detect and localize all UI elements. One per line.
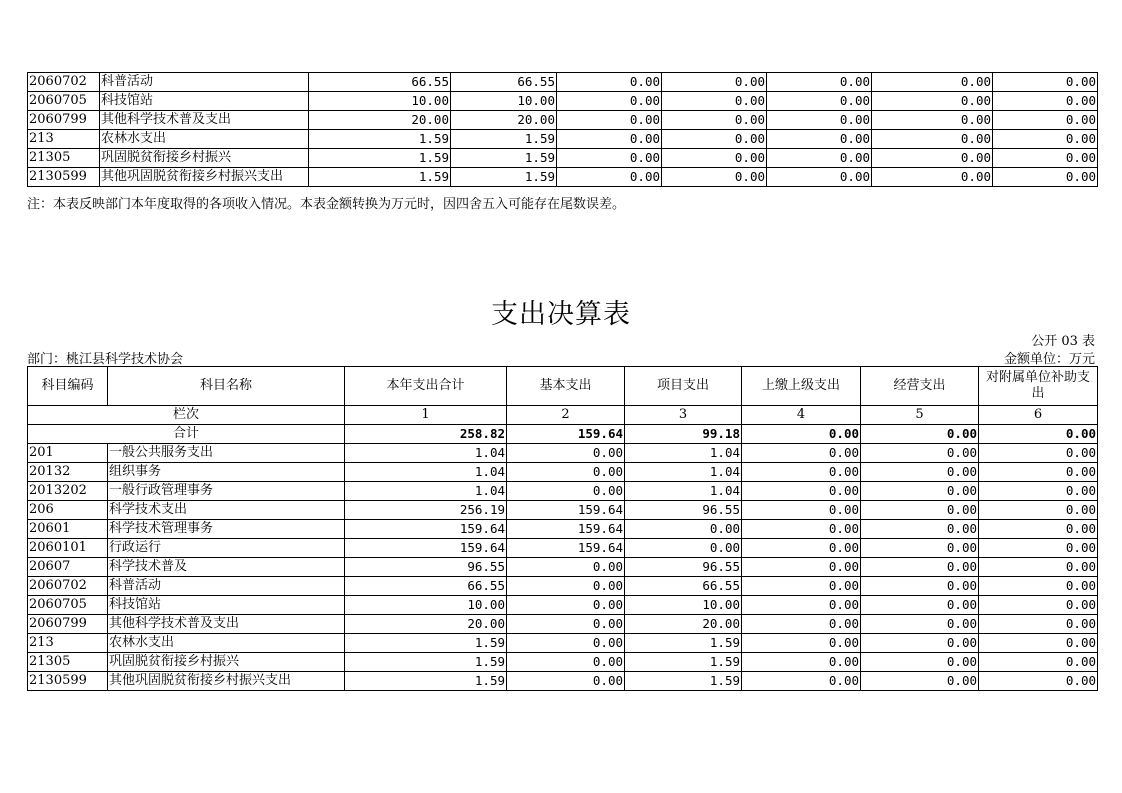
- amount-cell: 0.00: [507, 615, 625, 634]
- amount-cell: 0.00: [872, 149, 993, 168]
- table-row: [28, 615, 1098, 634]
- header-cell: 项目支出: [625, 367, 742, 406]
- column-index-label: 栏次: [28, 406, 345, 425]
- amount-cell: 0.00: [993, 168, 1098, 187]
- amount-cell: 96.55: [625, 558, 742, 577]
- amount-cell: 0.00: [507, 463, 625, 482]
- amount-cell: 96.55: [625, 501, 742, 520]
- amount-cell: 0.00: [625, 539, 742, 558]
- account-code: 206: [28, 501, 108, 520]
- amount-cell: 0.00: [767, 111, 872, 130]
- amount-cell: 20.00: [345, 615, 507, 634]
- account-code: 213: [28, 634, 108, 653]
- header-cell: 经营支出: [861, 367, 979, 406]
- amount-cell: 159.64: [507, 520, 625, 539]
- header-cell: 本年支出合计: [345, 367, 507, 406]
- amount-cell: 0.00: [993, 92, 1098, 111]
- amount-cell: 0.00: [861, 558, 979, 577]
- amount-cell: 0.00: [742, 539, 861, 558]
- table-row: [28, 111, 1098, 130]
- amount-cell: 0.00: [872, 111, 993, 130]
- table-row: [28, 444, 1098, 463]
- amount-cell: 0.00: [662, 149, 767, 168]
- amount-cell: 0.00: [507, 444, 625, 463]
- amount-cell: 0.00: [861, 444, 979, 463]
- amount-cell: 0.00: [979, 444, 1098, 463]
- amount-cell: 0.00: [979, 482, 1098, 501]
- amount-cell: 0.00: [557, 149, 662, 168]
- header-cell: 对附属单位补助支出: [979, 367, 1098, 406]
- amount-cell: 0.00: [861, 501, 979, 520]
- table-row: [28, 482, 1098, 501]
- amount-cell: 0.00: [979, 653, 1098, 672]
- amount-cell: 1.04: [345, 444, 507, 463]
- amount-cell: 0.00: [557, 168, 662, 187]
- table-row: [28, 634, 1098, 653]
- amount-cell: 0.00: [993, 149, 1098, 168]
- amount-cell: 66.55: [345, 577, 507, 596]
- amount-cell: 159.64: [507, 501, 625, 520]
- header-cell: 上缴上级支出: [742, 367, 861, 406]
- table-note: 注：本表反映部门本年度取得的各项收入情况。本表金额转换为万元时，因四舍五入可能存在尾数误差。: [27, 197, 626, 212]
- amount-cell: 0.00: [742, 577, 861, 596]
- amount-cell: 0.00: [742, 501, 861, 520]
- amount-cell: 0.00: [557, 130, 662, 149]
- total-label: 合计: [28, 425, 345, 444]
- column-number: 2: [507, 406, 625, 425]
- account-name: 科学技术支出: [108, 501, 345, 520]
- amount-cell: 1.04: [625, 482, 742, 501]
- column-number-row: [28, 406, 1098, 425]
- amount-cell: 0.00: [979, 520, 1098, 539]
- table-row: [28, 577, 1098, 596]
- amount-cell: 1.59: [451, 168, 557, 187]
- column-number: 6: [979, 406, 1098, 425]
- amount-cell: 1.04: [625, 444, 742, 463]
- account-name: 一般行政管理事务: [108, 482, 345, 501]
- amount-cell: 0.00: [625, 520, 742, 539]
- amount-cell: 0.00: [662, 92, 767, 111]
- amount-cell: 0.00: [507, 634, 625, 653]
- account-name: 农林水支出: [100, 130, 309, 149]
- amount-cell: 0.00: [767, 73, 872, 92]
- amount-cell: 0.00: [861, 482, 979, 501]
- amount-cell: 159.64: [345, 539, 507, 558]
- amount-cell: 0.00: [662, 111, 767, 130]
- amount-cell: 0.00: [872, 130, 993, 149]
- table-row: [28, 149, 1098, 168]
- account-name: 农林水支出: [108, 634, 345, 653]
- amount-cell: 0.00: [861, 653, 979, 672]
- amount-cell: 0.00: [557, 111, 662, 130]
- amount-cell: 10.00: [309, 92, 451, 111]
- table-row: [28, 520, 1098, 539]
- amount-cell: 1.59: [309, 130, 451, 149]
- total-cell: 0.00: [861, 425, 979, 444]
- amount-cell: 66.55: [625, 577, 742, 596]
- amount-cell: 96.55: [345, 558, 507, 577]
- account-code: 2013202: [28, 482, 108, 501]
- table-row: [28, 463, 1098, 482]
- amount-cell: 0.00: [979, 539, 1098, 558]
- amount-cell: 0.00: [979, 596, 1098, 615]
- amount-cell: 0.00: [861, 463, 979, 482]
- account-code: 2130599: [28, 672, 108, 691]
- account-name: 其他巩固脱贫衔接乡村振兴支出: [100, 168, 309, 187]
- account-code: 2130599: [28, 168, 100, 187]
- header-cell: 基本支出: [507, 367, 625, 406]
- account-code: 20601: [28, 520, 108, 539]
- amount-cell: 0.00: [507, 672, 625, 691]
- amount-cell: 1.04: [345, 482, 507, 501]
- account-name: 科学技术普及: [108, 558, 345, 577]
- table-row: [28, 73, 1098, 92]
- account-code: 2060702: [28, 577, 108, 596]
- account-code: 21305: [28, 149, 100, 168]
- header-row: [28, 367, 1098, 406]
- table-row: [28, 168, 1098, 187]
- amount-cell: 66.55: [451, 73, 557, 92]
- account-name: 科技馆站: [100, 92, 309, 111]
- table-row: [28, 539, 1098, 558]
- total-cell: 0.00: [742, 425, 861, 444]
- income-table-continuation: [27, 72, 1098, 187]
- amount-cell: 1.59: [309, 168, 451, 187]
- total-cell: 258.82: [345, 425, 507, 444]
- account-name: 科技馆站: [108, 596, 345, 615]
- amount-cell: 1.59: [451, 149, 557, 168]
- amount-cell: 0.00: [861, 539, 979, 558]
- amount-cell: 0.00: [742, 482, 861, 501]
- amount-cell: 0.00: [557, 92, 662, 111]
- account-code: 20607: [28, 558, 108, 577]
- amount-cell: 0.00: [742, 634, 861, 653]
- account-name: 组织事务: [108, 463, 345, 482]
- amount-cell: 0.00: [507, 577, 625, 596]
- amount-cell: 0.00: [861, 634, 979, 653]
- amount-cell: 0.00: [557, 73, 662, 92]
- table-row: [28, 653, 1098, 672]
- account-name: 其他巩固脱贫衔接乡村振兴支出: [108, 672, 345, 691]
- amount-cell: 0.00: [742, 444, 861, 463]
- amount-cell: 0.00: [662, 130, 767, 149]
- amount-cell: 0.00: [742, 653, 861, 672]
- amount-cell: 0.00: [507, 596, 625, 615]
- amount-cell: 159.64: [507, 539, 625, 558]
- amount-cell: 1.59: [345, 653, 507, 672]
- amount-cell: 0.00: [507, 653, 625, 672]
- amount-cell: 0.00: [767, 130, 872, 149]
- account-code: 201: [28, 444, 108, 463]
- amount-cell: 20.00: [625, 615, 742, 634]
- amount-cell: 10.00: [345, 596, 507, 615]
- amount-cell: 0.00: [507, 482, 625, 501]
- amount-cell: 1.59: [345, 672, 507, 691]
- amount-cell: 1.59: [625, 672, 742, 691]
- account-code: 21305: [28, 653, 108, 672]
- amount-cell: 0.00: [979, 501, 1098, 520]
- account-name: 科普活动: [108, 577, 345, 596]
- amount-cell: 0.00: [861, 520, 979, 539]
- account-name: 巩固脱贫衔接乡村振兴: [108, 653, 345, 672]
- table-row: [28, 501, 1098, 520]
- amount-cell: 1.59: [625, 634, 742, 653]
- account-code: 2060101: [28, 539, 108, 558]
- amount-cell: 0.00: [872, 92, 993, 111]
- amount-cell: 0.00: [979, 463, 1098, 482]
- column-number: 4: [742, 406, 861, 425]
- form-number: 公开 03 表: [1031, 334, 1095, 349]
- column-number: 3: [625, 406, 742, 425]
- amount-cell: 0.00: [861, 577, 979, 596]
- column-number: 5: [861, 406, 979, 425]
- amount-cell: 0.00: [662, 73, 767, 92]
- amount-cell: 0.00: [979, 558, 1098, 577]
- amount-cell: 0.00: [979, 577, 1098, 596]
- table-row: [28, 596, 1098, 615]
- amount-cell: 0.00: [507, 558, 625, 577]
- amount-cell: 1.59: [309, 149, 451, 168]
- department-label: 部门：桃江县科学技术协会: [27, 352, 184, 367]
- account-name: 行政运行: [108, 539, 345, 558]
- amount-cell: 1.59: [625, 653, 742, 672]
- amount-cell: 0.00: [742, 615, 861, 634]
- amount-cell: 1.04: [345, 463, 507, 482]
- amount-cell: 0.00: [742, 463, 861, 482]
- amount-cell: 0.00: [767, 92, 872, 111]
- amount-cell: 0.00: [742, 672, 861, 691]
- amount-cell: 256.19: [345, 501, 507, 520]
- amount-cell: 0.00: [742, 520, 861, 539]
- amount-cell: 1.04: [625, 463, 742, 482]
- amount-cell: 0.00: [861, 672, 979, 691]
- amount-cell: 10.00: [625, 596, 742, 615]
- expense-table-body: [28, 367, 1098, 691]
- amount-cell: 0.00: [993, 111, 1098, 130]
- amount-cell: 20.00: [451, 111, 557, 130]
- account-name: 其他科学技术普及支出: [108, 615, 345, 634]
- column-number: 1: [345, 406, 507, 425]
- account-code: 2060702: [28, 73, 100, 92]
- amount-cell: 0.00: [861, 596, 979, 615]
- amount-cell: 0.00: [767, 168, 872, 187]
- table-row: [28, 130, 1098, 149]
- amount-cell: 1.59: [345, 634, 507, 653]
- amount-cell: 0.00: [742, 558, 861, 577]
- account-code: 213: [28, 130, 100, 149]
- account-name: 科普活动: [100, 73, 309, 92]
- amount-cell: 0.00: [742, 596, 861, 615]
- amount-cell: 0.00: [662, 168, 767, 187]
- account-name: 科学技术管理事务: [108, 520, 345, 539]
- account-code: 2060799: [28, 615, 108, 634]
- total-cell: 0.00: [979, 425, 1098, 444]
- header-cell: 科目编码: [28, 367, 108, 406]
- account-code: 20132: [28, 463, 108, 482]
- amount-cell: 0.00: [767, 149, 872, 168]
- amount-cell: 0.00: [872, 168, 993, 187]
- total-cell: 159.64: [507, 425, 625, 444]
- account-code: 2060705: [28, 92, 100, 111]
- table-row: [28, 672, 1098, 691]
- table-row: [28, 92, 1098, 111]
- amount-cell: 1.59: [451, 130, 557, 149]
- amount-cell: 0.00: [872, 73, 993, 92]
- amount-cell: 0.00: [861, 615, 979, 634]
- amount-cell: 0.00: [993, 73, 1098, 92]
- table-row: [28, 558, 1098, 577]
- amount-cell: 10.00: [451, 92, 557, 111]
- account-code: 2060799: [28, 111, 100, 130]
- amount-cell: 66.55: [309, 73, 451, 92]
- account-name: 其他科学技术普及支出: [100, 111, 309, 130]
- unit-label: 金额单位：万元: [1003, 352, 1095, 367]
- amount-cell: 0.00: [979, 672, 1098, 691]
- account-code: 2060705: [28, 596, 108, 615]
- amount-cell: 0.00: [979, 615, 1098, 634]
- header-cell: 科目名称: [108, 367, 345, 406]
- page-title: 支出决算表: [491, 299, 631, 330]
- total-cell: 99.18: [625, 425, 742, 444]
- expense-table: [27, 366, 1098, 691]
- amount-cell: 0.00: [979, 634, 1098, 653]
- account-name: 巩固脱贫衔接乡村振兴: [100, 149, 309, 168]
- amount-cell: 0.00: [993, 130, 1098, 149]
- amount-cell: 159.64: [345, 520, 507, 539]
- total-row: [28, 425, 1098, 444]
- account-name: 一般公共服务支出: [108, 444, 345, 463]
- amount-cell: 20.00: [309, 111, 451, 130]
- income-table-body: [28, 73, 1098, 187]
